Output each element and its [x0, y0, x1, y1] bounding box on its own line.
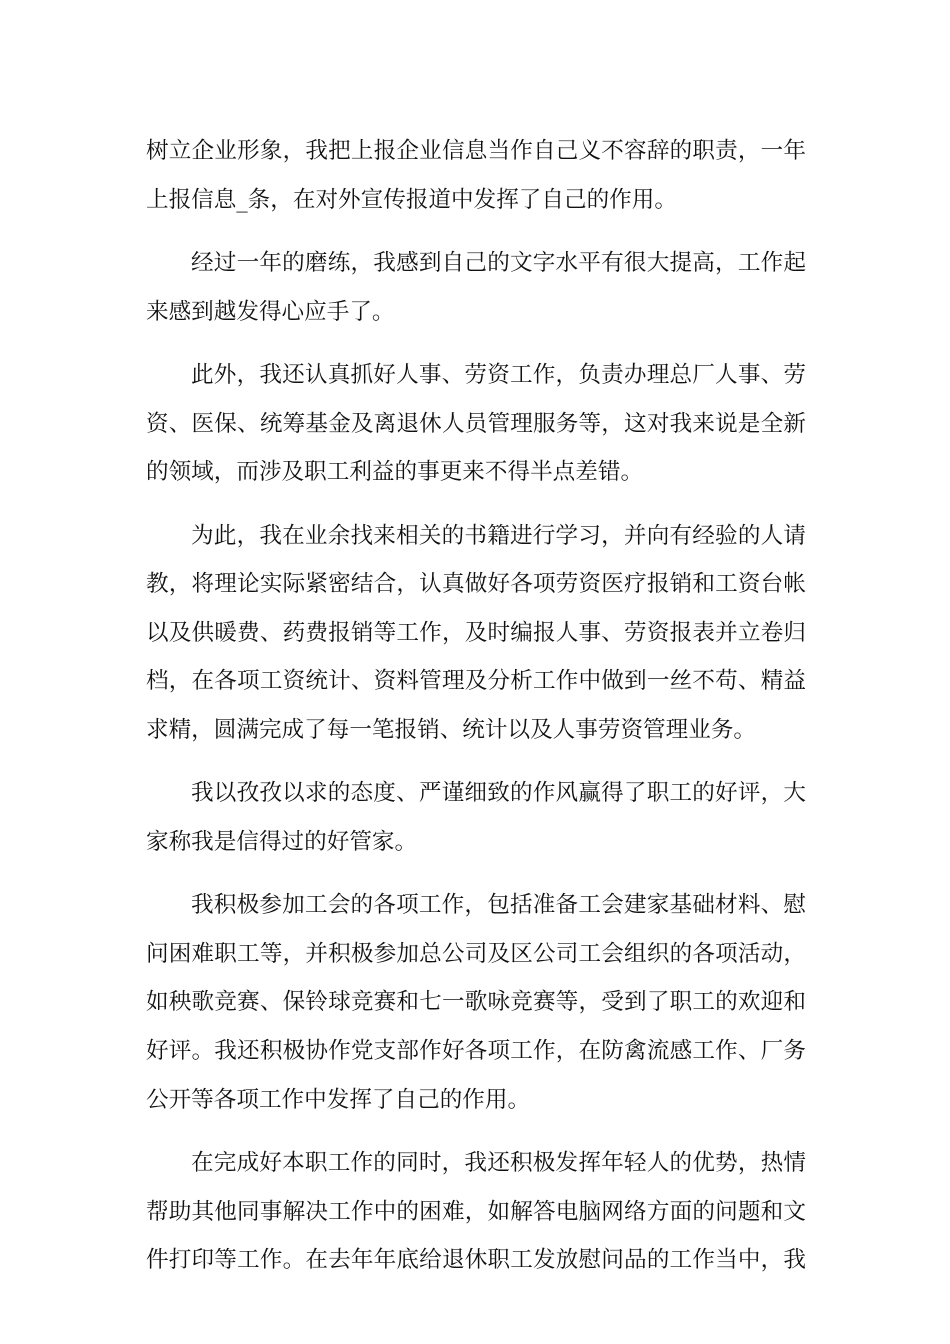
- document-body: [146, 127, 806, 1285]
- text-line: 我积极参加工会的各项工作，包括准备工会建家基础材料、慰: [191, 892, 806, 919]
- paragraph-2: [146, 239, 806, 336]
- text-line: 帮助其他同事解决工作中的困难，如解答电脑网络方面的问题和文: [146, 1198, 806, 1225]
- text-line: 件打印等工作。在去年年底给退休职工发放慰问品的工作当中，我: [146, 1247, 806, 1274]
- text-line: 好评。我还积极协作党支部作好各项工作，在防禽流感工作、厂务: [146, 1038, 806, 1065]
- paragraph-5: [146, 769, 806, 866]
- text-line: 档，在各项工资统计、资料管理及分析工作中做到一丝不苟、精益: [146, 668, 806, 695]
- text-line: 为此，我在业余找来相关的书籍进行学习，并向有经验的人请: [191, 522, 806, 549]
- text-line: 资、医保、统筹基金及离退休人员管理服务等，这对我来说是全新: [146, 410, 806, 437]
- text-line: 公开等各项工作中发挥了自己的作用。: [146, 1086, 531, 1113]
- text-line: 我以孜孜以求的态度、严谨细致的作风赢得了职工的好评，大: [191, 780, 806, 807]
- paragraph-6: [146, 881, 806, 1124]
- text-line: 教，将理论实际紧密结合，认真做好各项劳资医疗报销和工资台帐: [146, 571, 806, 598]
- text-line: 如秧歌竞赛、保铃球竞赛和七一歌咏竞赛等，受到了职工的欢迎和: [146, 989, 806, 1016]
- paragraph-1: [146, 127, 806, 224]
- text-line: 以及供暖费、药费报销等工作，及时编报人事、劳资报表并立卷归: [146, 619, 806, 646]
- text-line: 的领域，而涉及职工利益的事更来不得半点差错。: [146, 459, 644, 486]
- text-line: 问困难职工等，并积极参加总公司及区公司工会组织的各项活动，: [146, 940, 806, 967]
- text-line: 家称我是信得过的好管家。: [146, 828, 418, 855]
- text-line: 经过一年的磨练，我感到自己的文字水平有很大提高，工作起: [191, 249, 806, 276]
- text-line: 在完成好本职工作的同时，我还积极发挥年轻人的优势，热情: [191, 1150, 806, 1177]
- text-line: 来感到越发得心应手了。: [146, 298, 395, 325]
- text-line: 此外，我还认真抓好人事、劳资工作，负责办理总厂人事、劳: [191, 361, 806, 388]
- text-line: 上报信息_条，在对外宣传报道中发挥了自己的作用。: [146, 186, 677, 213]
- text-line: 树立企业形象，我把上报企业信息当作自己义不容辞的职责，一年: [146, 138, 806, 164]
- paragraph-7: [146, 1139, 806, 1285]
- paragraph-3: [146, 351, 806, 497]
- text-line: 求精，圆满完成了每一笔报销、统计以及人事劳资管理业务。: [146, 716, 757, 743]
- paragraph-4: [146, 512, 806, 755]
